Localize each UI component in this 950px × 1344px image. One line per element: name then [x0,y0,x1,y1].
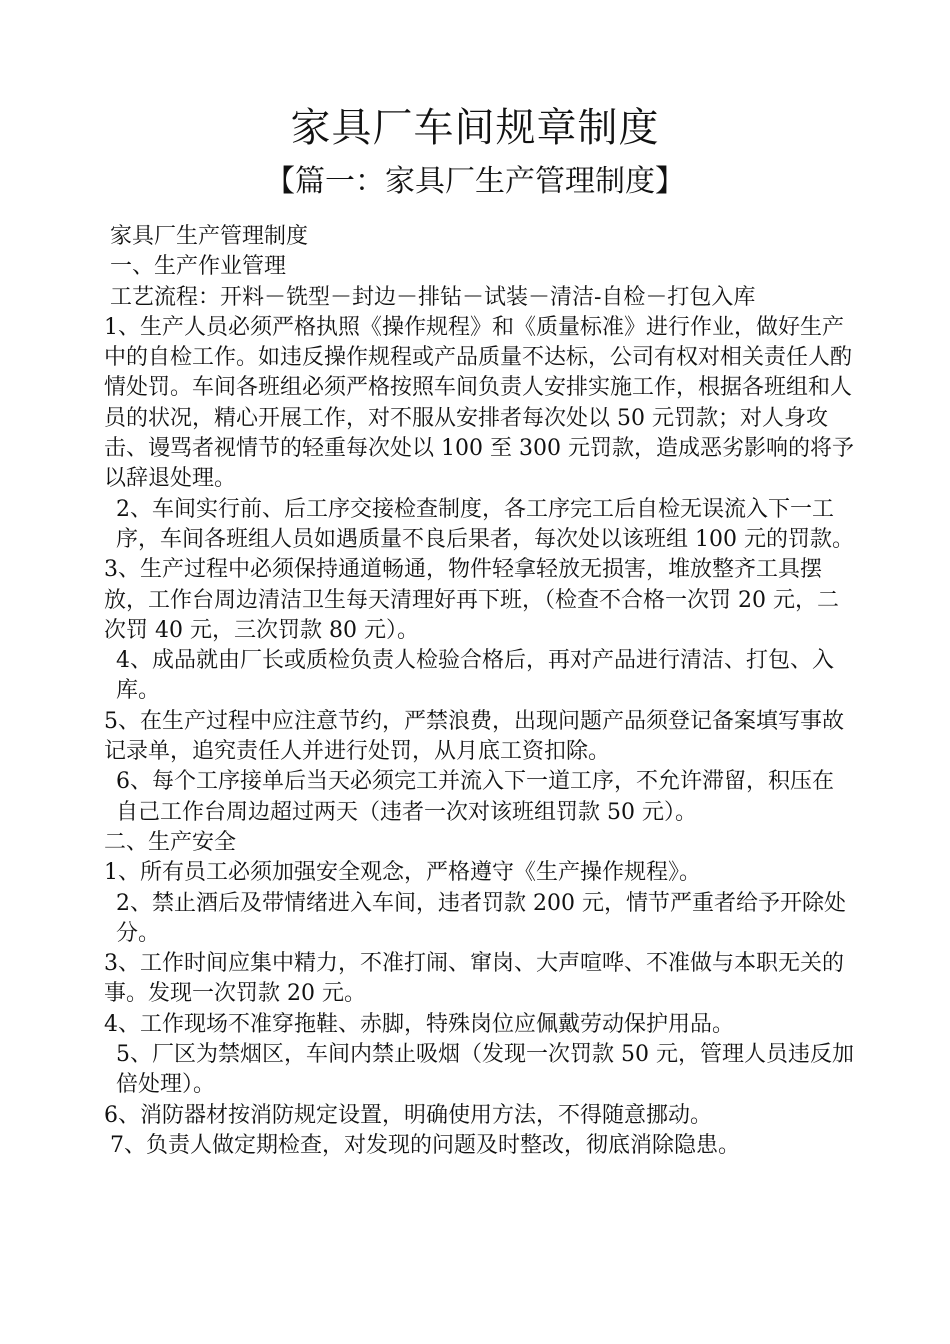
paragraph-rule-2-4: 4、工作现场不准穿拖鞋、赤脚，特殊岗位应佩戴劳动保护用品。 [104,1011,734,1037]
paragraph-section-heading: 家具厂生产管理制度 [110,224,309,249]
paragraph-rule-1-5: 5、在生产过程中应注意节约，严禁浪费，出现问题产品须登记备案填写事故记录单，追究责任人并进行处罚，从月底工资扣除。 [104,708,844,765]
document-title: 家具厂车间规章制度 [290,105,660,151]
document-subtitle: 【篇一：家具厂生产管理制度】 [265,164,685,199]
paragraph-rule-2-5: 5、厂区为禁烟区，车间内禁止吸烟（发现一次罚款 50 元，管理人员违反加倍处理）。 [116,1042,854,1098]
paragraph-rule-2-1: 1、所有员工必须加强安全观念，严格遵守《生产操作规程》。 [104,860,701,886]
paragraph-rule-1-4: 4、成品就由厂长或质检负责人检验合格后，再对产品进行清洁、打包、入库。 [116,648,834,704]
paragraph-rule-2-3: 3、工作时间应集中精力，不准打闹、窜岗、大声喧哗、不准做与本职无关的事。发现一次罚款 20 元。 [104,951,844,1007]
paragraph-rule-2-2: 2、禁止酒后及带情绪进入车间，违者罚款 200 元，情节严重者给予开除处分。 [116,890,846,946]
document-body [104,222,854,1161]
paragraph-chapter-1: 一、生产作业管理 [110,254,287,280]
paragraph-rule-1-3: 3、生产过程中必须保持通道畅通，物件轻拿轻放无损害，堆放整齐工具摆放，工作台周边清洁卫生每天清理好再下班，（检查不合格一次罚 20 元，二次罚 40 元，三次罚款 80 元）。 [104,557,839,643]
paragraph-rule-2-7: 7、负责人做定期检查，对发现的问题及时整改，彻底消除隐患。 [110,1132,740,1158]
paragraph-process-flow: 工艺流程：开料－铣型－封边－排钻－试装－清洁-自检－打包入库 [110,284,756,310]
paragraph-rule-1-1: 1、生产人员必须严格执照《操作规程》和《质量标准》进行作业，做好生产中的自检工作。如违反操作规程或产品质量不达标，公司有权对相关责任人酌情处罚。车间各班组必须严格按照车间负责人安排实施工作，根据各班组和人员的状况，精心开展工作，对不服从安排者每次处以 50 元罚款；对人身攻击、谩骂者视情节的轻重每次处以 100 至 300 元罚款，造成恶劣影响的将予以辞退处理。 [104,314,854,492]
paragraph-rule-2-6: 6、消防器材按消防规定设置，明确使用方法，不得随意挪动。 [104,1102,712,1128]
paragraph-chapter-2: 二、生产安全 [104,829,237,855]
paragraph-rule-1-2: 2、车间实行前、后工序交接检查制度，各工序完工后自检无误流入下一工序，车间各班组人员如遇质量不良后果者，每次处以该班组 100 元的罚款。 [116,496,854,552]
paragraph-rule-1-6: 6、每个工序接单后当天必须完工并流入下一道工序，不允许滞留，积压在自己工作台周边超过两天（违者一次对该班组罚款 50 元）。 [116,769,834,825]
